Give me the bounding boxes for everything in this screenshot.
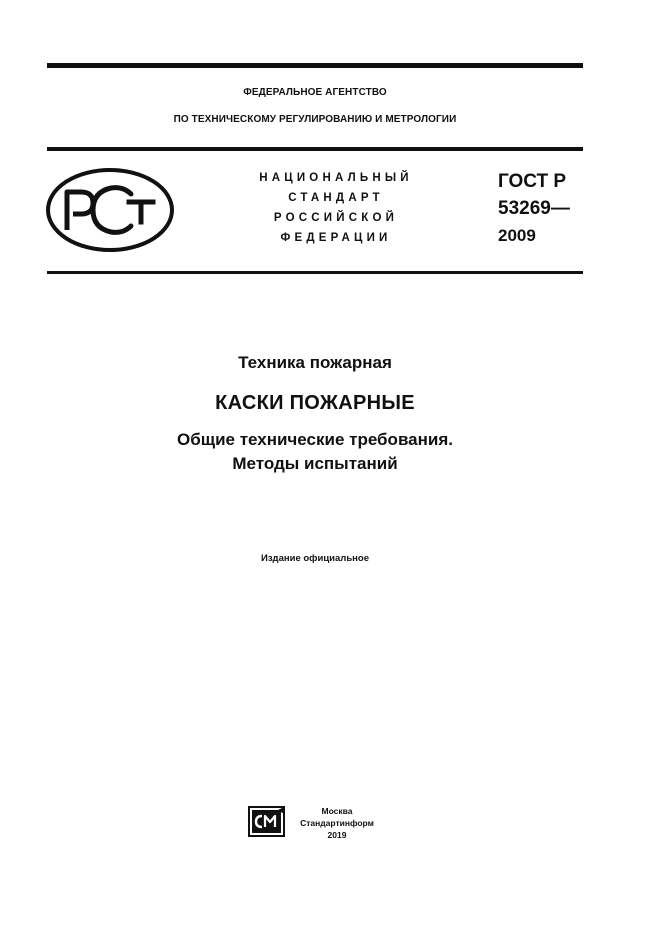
publication-year: 2019 bbox=[327, 830, 347, 840]
rst-certification-mark-icon bbox=[45, 166, 175, 254]
agency-name-line2: ПО ТЕХНИЧЕСКОМУ РЕГУЛИРОВАНИЮ И МЕТРОЛОГИИ bbox=[173, 114, 457, 125]
designation-line2: 53269— bbox=[498, 198, 570, 219]
standard-type-line2: СТАНДАРТ bbox=[288, 192, 384, 204]
document-subtitle-line1: Общие технические требования. bbox=[177, 430, 453, 449]
edition-note: Издание официальное bbox=[261, 553, 369, 564]
middle-rule bbox=[47, 147, 583, 151]
publisher-city: Москва bbox=[321, 806, 353, 816]
agency-name-line1: ФЕДЕРАЛЬНОЕ АГЕНТСТВО bbox=[243, 87, 387, 98]
bottom-rule bbox=[47, 271, 583, 274]
document-title: КАСКИ ПОЖАРНЫЕ bbox=[215, 392, 415, 414]
standartinform-logo-icon bbox=[248, 806, 285, 837]
subject-heading: Техника пожарная bbox=[238, 353, 392, 372]
publisher-name: Стандартинформ bbox=[300, 818, 374, 828]
designation-line1: ГОСТ Р bbox=[498, 171, 567, 192]
standard-type-line4: ФЕДЕРАЦИИ bbox=[280, 232, 392, 244]
top-rule bbox=[47, 63, 583, 68]
standard-type-line1: НАЦИОНАЛЬНЫЙ bbox=[259, 172, 413, 184]
document-subtitle-line2: Методы испытаний bbox=[232, 454, 398, 473]
standard-type-line3: РОССИЙСКОЙ bbox=[273, 212, 399, 224]
designation-line3: 2009 bbox=[498, 226, 536, 245]
